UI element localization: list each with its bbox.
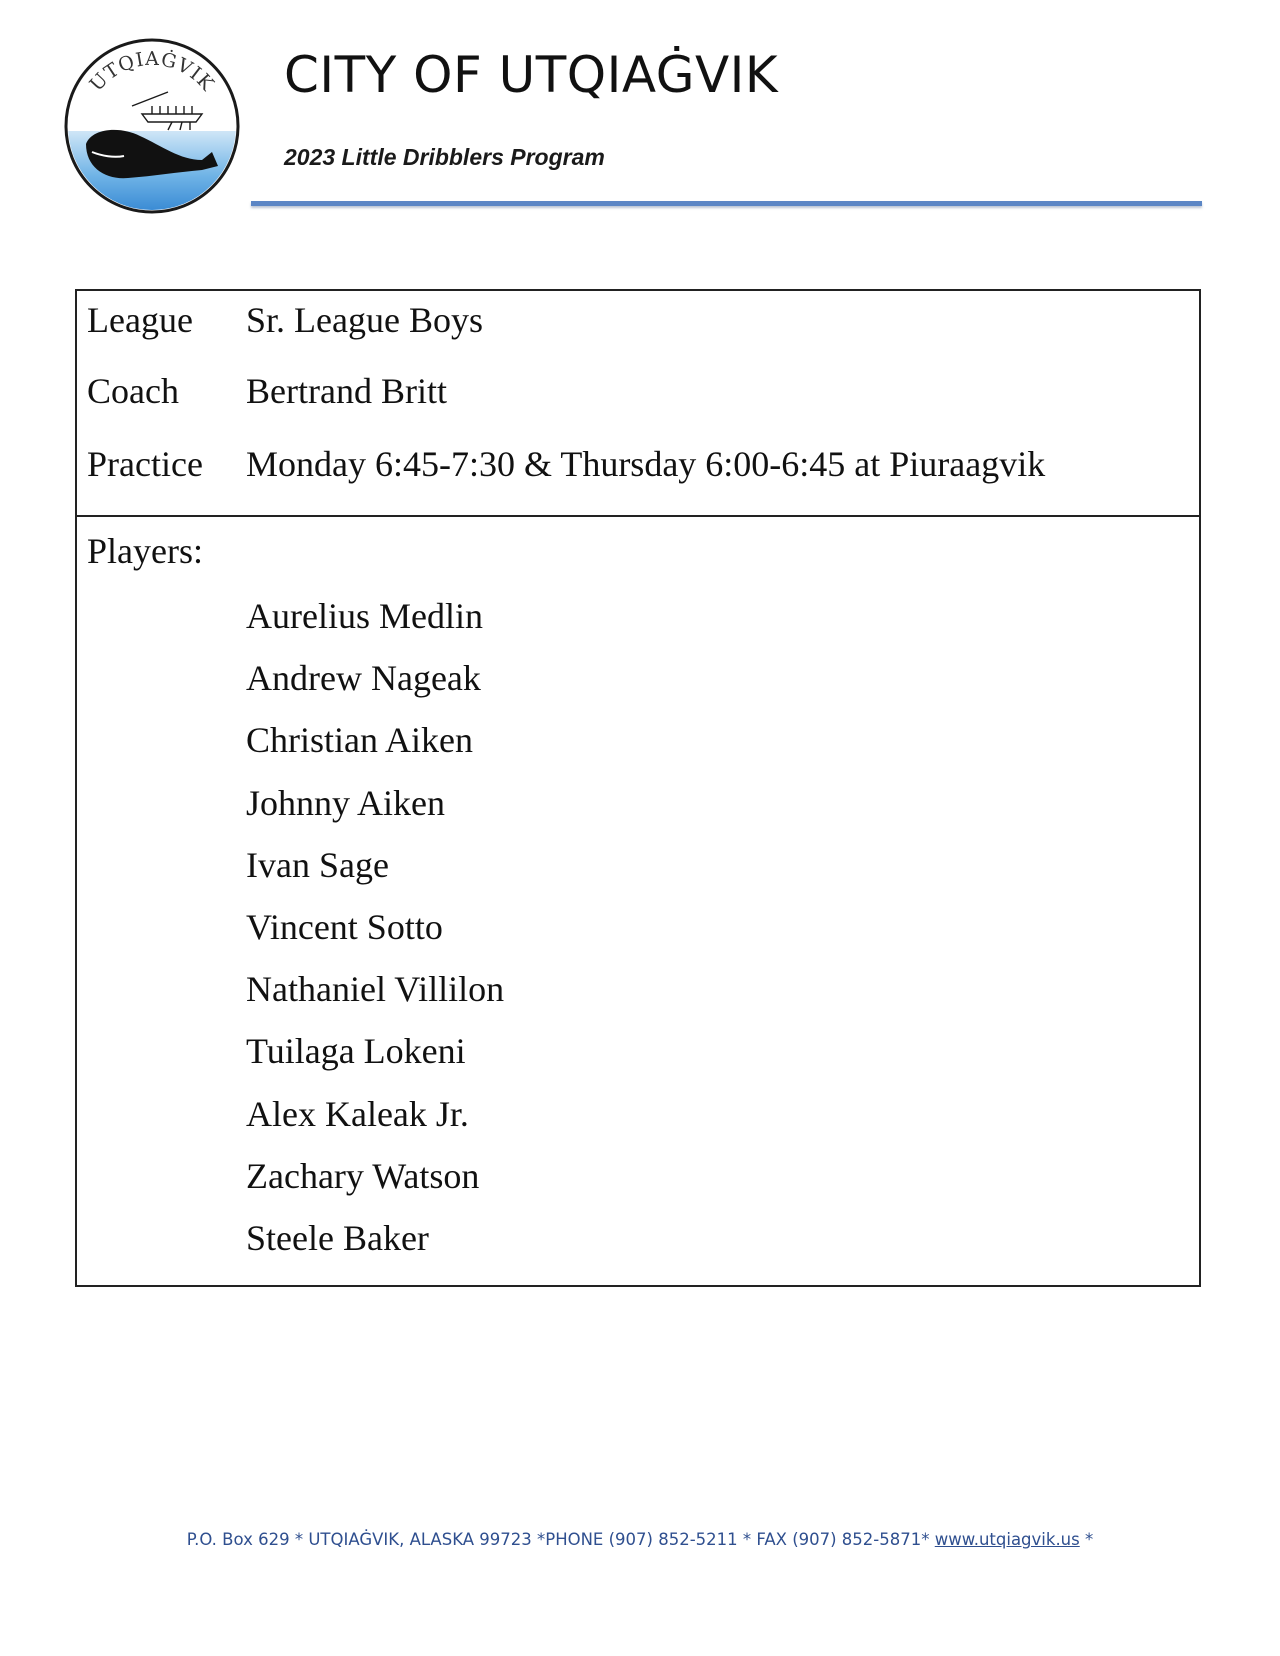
- website-link[interactable]: www.utqiagvik.us: [934, 1530, 1080, 1549]
- player-name: Aurelius Medlin: [246, 596, 483, 636]
- coach-label: Coach: [87, 371, 179, 411]
- player-name: Vincent Sotto: [246, 906, 443, 947]
- city-seal-logo: [62, 36, 242, 216]
- header-divider: [251, 201, 1202, 206]
- footer-address: P.O. Box 629 * UTQIAĠVIK, ALASKA 99723 *PHONE (907) 852-5211 * FAX (907) 852-5871*: [186, 1530, 935, 1549]
- coach-value: Bertrand Britt: [246, 371, 447, 411]
- practice-row: [77, 440, 1199, 488]
- practice-label: Practice: [87, 444, 203, 484]
- practice-value: Monday 6:45-7:30 & Thursday 6:00-6:45 at Piuraagvik: [246, 444, 1046, 484]
- player-name: Steele Baker: [246, 1217, 429, 1258]
- player-name: Nathaniel Villilon: [246, 969, 505, 1010]
- footer-trailing: *: [1079, 1530, 1094, 1549]
- player-name: Andrew Nageak: [246, 658, 481, 699]
- team-info-section: [77, 291, 1199, 517]
- player-list: [246, 585, 504, 1269]
- player-name: Christian Aiken: [246, 720, 473, 761]
- coach-row: [77, 367, 1199, 415]
- roster-table: [75, 289, 1201, 1287]
- player-name: Alex Kaleak Jr.: [246, 1093, 469, 1134]
- league-label: League: [87, 300, 193, 340]
- footer-contact: [0, 1530, 1280, 1549]
- player-name: Johnny Aiken: [246, 782, 446, 823]
- league-value: Sr. League Boys: [246, 300, 483, 340]
- player-name: Ivan Sage: [246, 844, 389, 885]
- players-heading: Players:: [87, 531, 203, 571]
- program-subtitle: 2023 Little Dribblers Program: [284, 144, 605, 170]
- player-name: Tuilaga Lokeni: [246, 1031, 466, 1072]
- seal-arc-text: UTQIAĠVIK: [85, 47, 219, 96]
- player-name: Zachary Watson: [246, 1155, 480, 1196]
- league-row: [77, 296, 1199, 344]
- page-title: CITY OF UTQIAĠVIK: [284, 46, 779, 104]
